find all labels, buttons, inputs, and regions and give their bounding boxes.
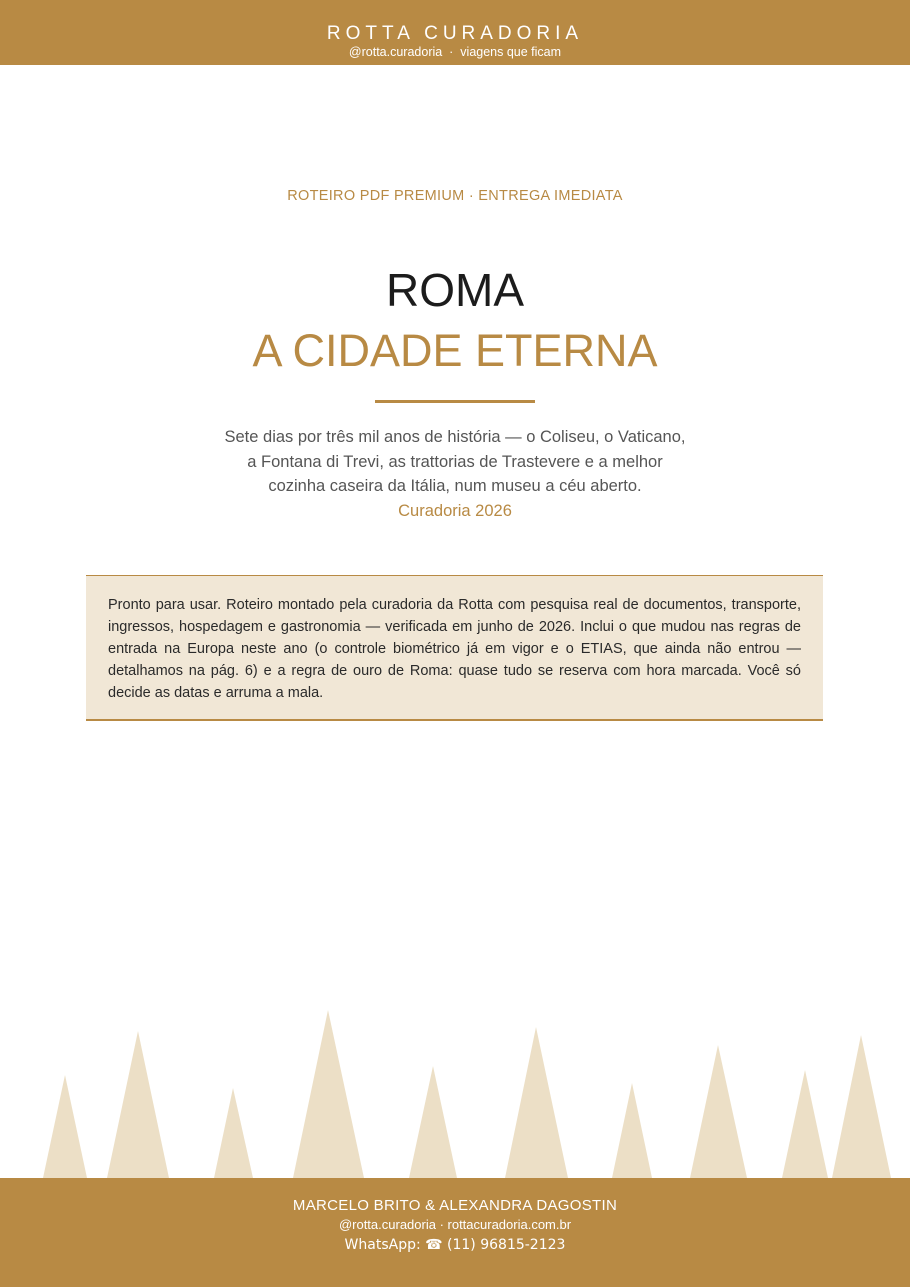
top-banner bbox=[0, 0, 910, 65]
peak bbox=[293, 1010, 364, 1178]
cover-subtitle: A CIDADE ETERNA bbox=[252, 325, 658, 376]
footer-links: @rotta.curadoria · rottacuradoria.com.br bbox=[338, 1217, 572, 1232]
lead-line: cozinha caseira da Itália, num museu a céu aberto. bbox=[268, 477, 642, 495]
footer-banner bbox=[0, 1178, 910, 1287]
peak bbox=[690, 1045, 747, 1178]
peak bbox=[612, 1083, 652, 1178]
edition-label: Curadoria 2026 bbox=[398, 501, 512, 520]
lead-line: a Fontana di Trevi, as trattorias de Trastevere e a melhor bbox=[247, 452, 663, 471]
peak bbox=[505, 1027, 568, 1178]
footer-whatsapp: WhatsApp: ☎ (11) 96815-2123 bbox=[344, 1237, 566, 1253]
peak bbox=[409, 1066, 457, 1178]
separator-dot: · bbox=[449, 45, 454, 59]
peak bbox=[107, 1031, 169, 1178]
decorative-peaks bbox=[0, 1000, 910, 1180]
instagram-handle: @rotta.curadoria bbox=[348, 45, 443, 59]
brand-tagline: viagens que ficam bbox=[460, 45, 562, 59]
intro-note-text: Pronto para usar. Roteiro montado pela curadoria da Rotta com pesquisa real de documentos, transporte, ingressos, hospedagem e gastronomia — verificada em junho de 2026. Inclui o que mudou nas regras de entrada na Europa neste ano (o controle biométrico já em vigor e o ETIAS, que ainda não entrou — detalhamos na pág. 6) e a regra de ouro de Roma: quase tudo se reserva com hora marcada. Você só decide as datas e arruma a mala. bbox=[108, 597, 801, 701]
product-kicker: ROTEIRO PDF PREMIUM · ENTREGA IMEDIATA bbox=[287, 188, 623, 204]
brand-subline bbox=[0, 45, 910, 60]
lead-line: Sete dias por três mil anos de história — o Coliseu, o Vaticano, bbox=[224, 428, 686, 446]
peak bbox=[43, 1075, 87, 1178]
footer-authors: MARCELO BRITO & ALEXANDRA DAGOSTIN bbox=[292, 1197, 618, 1214]
brand-name: ROTTA CURADORIA bbox=[326, 23, 584, 44]
title-divider bbox=[375, 400, 535, 403]
peak bbox=[782, 1070, 828, 1178]
cover-lead bbox=[190, 425, 720, 523]
peak bbox=[832, 1035, 891, 1178]
peak bbox=[214, 1088, 253, 1178]
cover-title: ROMA bbox=[386, 264, 524, 316]
intro-note-box bbox=[86, 575, 823, 721]
